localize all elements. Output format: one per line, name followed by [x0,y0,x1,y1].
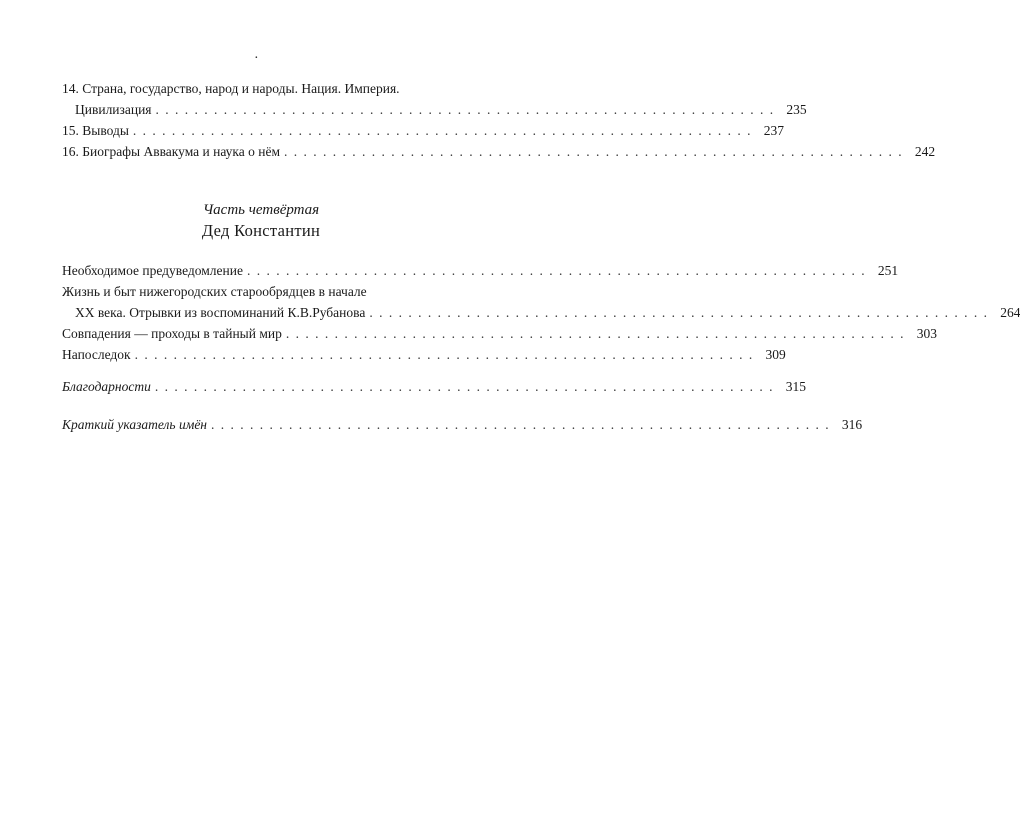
toc-page-number: 303 [916,326,937,341]
toc-page-number: 315 [785,379,806,394]
dot-leader: . . . . . . . . . . . . . . . . . . . . . . . . . . . . . . . . . . . . . . . . . . . . . . . . . . . . . . . . . . . . . . . . [284,144,904,159]
dot-leader: . . . . . . . . . . . . . . . . . . . . . . . . . . . . . . . . . . . . . . . . . . . . . . . . . . . . . . . . . . . . . . . . [246,263,867,278]
dot-leader: . . . . . . . . . . . . . . . . . . . . . . . . . . . . . . . . . . . . . . . . . . . . . . . . . . . . . . . . . . . . . . . . [134,347,754,362]
dot-leader: . . . . . . . . . . . . . . . . . . . . . . . . . . . . . . . . . . . . . . . . . . . . . . . . . . . . . . . . . . . . . . . . [285,326,905,341]
toc-entry-coincidences[interactable] [62,323,937,344]
dot-leader: . . . . . . . . . . . . . . . . . . . . . . . . . . . . . . . . . . . . . . . . . . . . . . . . . . . . . . . . . . . . . . . . [211,417,831,432]
toc-entry-acknowledgements[interactable] [62,376,806,397]
toc-entry-title-line1: 14. Страна, государство, народ и народы. Нация. Империя. [62,81,400,96]
toc-entry-title: Напоследок [62,347,131,362]
toc-entry-16[interactable] [62,141,936,162]
toc-page-number: 316 [841,417,863,432]
toc-entry-title: 15. Выводы [62,123,129,138]
toc-entry-title: Совпадения — проходы в тайный мир [62,326,282,341]
toc-entry-title-line2: XX века. Отрывки из воспоминаний К.В.Рубанова [75,305,366,320]
toc-entry-14[interactable] [62,78,807,120]
toc-page-number: 309 [765,347,786,362]
part-label: Часть четвёртая [202,202,320,218]
toc-entry-15[interactable] [62,120,785,141]
toc-entry-memoirs[interactable] [62,281,1020,323]
toc-entry-title: Необходимое предуведомление [62,263,243,278]
toc-block-part4 [62,260,1020,365]
toc-entry-title-line2: Цивилизация [75,102,152,117]
dot-leader: . . . . . . . . . . . . . . . . . . . . . . . . . . . . . . . . . . . . . . . . . . . . . . . . . . . . . . . . . . . . . . . . [369,305,989,320]
toc-entry-title: 16. Биографы Аввакума и наука о нём [62,144,281,159]
toc-page-number: 237 [763,123,785,138]
dot-leader: . . . . . . . . . . . . . . . . . . . . . . . . . . . . . . . . . . . . . . . . . . . . . . . . . . . . . . . . . . . . . . . . [154,379,774,394]
toc-entry-title: Краткий указатель имён [62,417,208,432]
toc-entry-title-line1: Жизнь и быт нижегородских старообрядцев в начале [62,284,367,299]
toc-entry-afterword[interactable] [62,344,786,365]
toc-block-name-index [62,414,863,435]
toc-block-acknowledgements [62,376,806,397]
toc-entry-title: Благодарности [62,379,151,394]
toc-page-number: 242 [914,144,936,159]
toc-page-number: 235 [786,102,807,117]
part-title: Дед Константин [201,221,321,240]
toc-entry-preface[interactable] [62,260,899,281]
toc-page-number: 251 [877,263,899,278]
toc-block-part3-end [62,78,936,162]
part-heading [0,200,522,242]
page-top-mark: · [254,51,259,66]
toc-page-number: 264 [1000,305,1020,320]
dot-leader: . . . . . . . . . . . . . . . . . . . . . . . . . . . . . . . . . . . . . . . . . . . . . . . . . . . . . . . . . . . . . . . . [132,123,753,138]
dot-leader: . . . . . . . . . . . . . . . . . . . . . . . . . . . . . . . . . . . . . . . . . . . . . . . . . . . . . . . . . . . . . . . . [155,102,775,117]
toc-entry-name-index[interactable] [62,414,863,435]
